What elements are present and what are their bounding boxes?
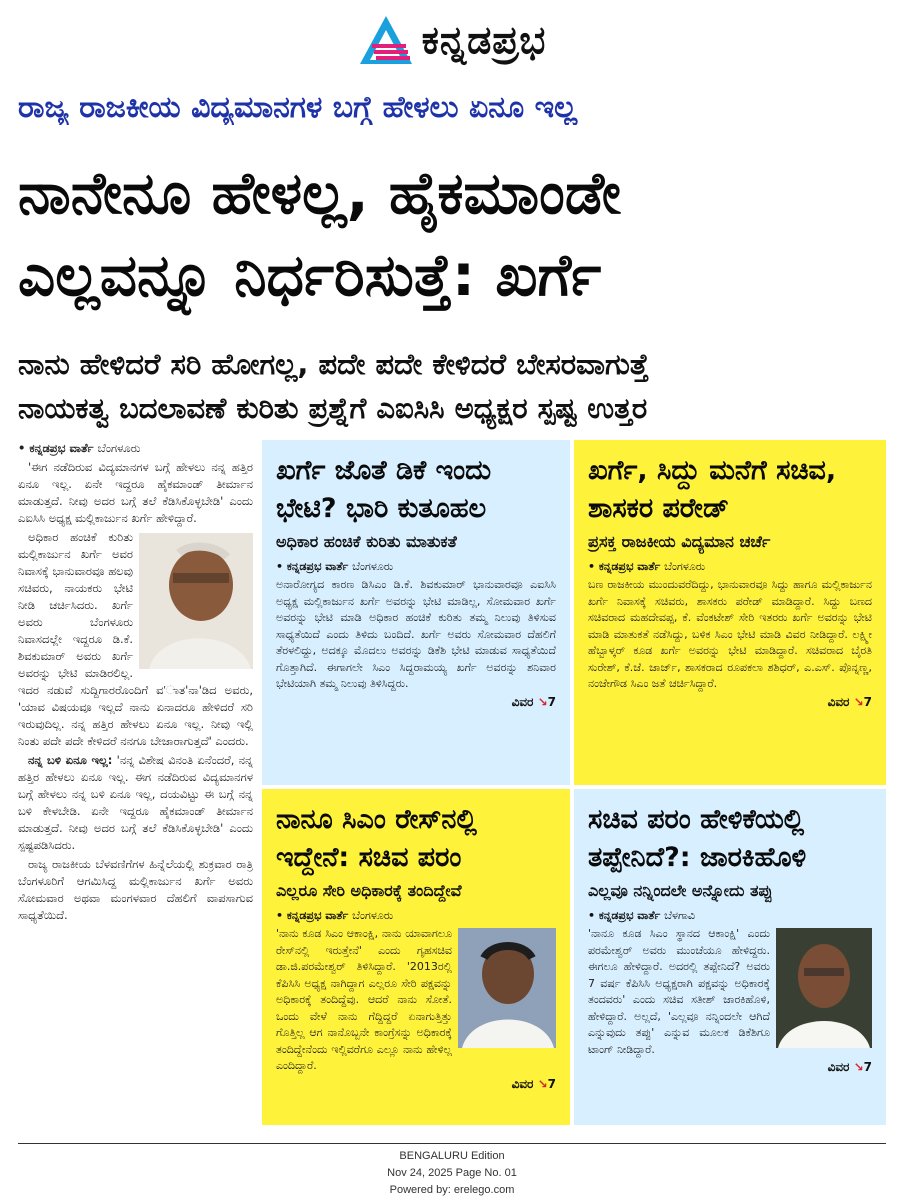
box-title: ನಾನೂ ಸಿಎಂ ರೇಸ್‌ನಲ್ಲಿ ಇದ್ದೇನೆ: ಸಚಿವ ಪರಂ	[276, 804, 477, 873]
box-body: ಬಣ ರಾಜಕೀಯ ಮುಂದುವರೆದಿದ್ದು, ಭಾನುವಾರವೂ ಸಿದ್ದು ಹಾಗೂ ಮಲ್ಲಿಕಾರ್ಜುನ ಖರ್ಗೆ ನಿವಾಸಕ್ಕೆ ಸಚಿವರು, ಶಾಸಕರು ಪರೇಡ್ ಮಾಡಿದ್ದಾರೆ. ಸಿದ್ದು ಬಣದ ಸಚಿವರಾದ ಮಹದೇವಪ್ಪ, ಕೆ. ವೆಂಕಟೇಶ್ ಸೇರಿ ಇತರರು ಖರ್ಗೆ ಅವರನ್ನು ಭೇಟಿ ಮಾಡಿ ಮಾತುಕತೆ ನಡೆಸಿದ್ದು, ಬಳಿಕ ಸಿಎಂ ಭೇಟಿ ಮಾಡಿ ವಿವರ ನೀಡಿದ್ದಾರೆ. ಲಕ್ಷ್ಮೀ ಹೆಬ್ಬಾಳ್ಕರ್ ಕೂಡ ಖರ್ಗೆ ಅವರನ್ನು ಭೇಟಿ ಮಾಡಿದ್ದಾರೆ. ಸಚಿವರಾದ ಬೈರತಿ ಸುರೇಶ್, ಕೆ.ಜೆ. ಜಾರ್ಜ್, ಶಾಸಕರಾದ ರೂಪಕಲಾ ಶಶಿಧರ್, ಎ.ಎಸ್. ಪೊನ್ನಣ್ಣ, ನಂಜೇಗೌಡ ಸಿಎಂ ಜತೆ ಚರ್ಚಿಸಿದ್ದಾರೆ.	[588, 578, 872, 690]
box-subtitle: ಅಧಿಕಾರ ಹಂಚಿಕೆ ಕುರಿತು ಮಾತುಕತೆ	[276, 532, 457, 551]
arrow-icon: ↘	[537, 694, 548, 709]
footer-powered[interactable]: Powered by: erelego.com	[389, 1184, 515, 1196]
box-title: ಖರ್ಗೆ ಜೊತೆ ಡಿಕೆ ಇಂದು ಭೇಟಿ? ಭಾರಿ ಕುತೂಹಲ	[276, 455, 492, 524]
box-byline: • ಕನ್ನಡಪ್ರಭ ವಾರ್ತೆ ಬೆಂಗಳೂರು	[276, 560, 394, 573]
lead-paragraph: 'ಈಗ ನಡೆದಿರುವ ವಿದ್ಯಮಾನಗಳ ಬಗ್ಗೆ ಹೇಳಲು ನನ್ನ ಹತ್ತಿರ ಏನೂ ಇಲ್ಲ. ಏನೇ ಇದ್ದರೂ ಹೈಕಮಾಂಡ್ ತೀರ್ಮಾನ ಮಾಡುತ್ತದೆ. ನೀವು ಅದರ ಬಗ್ಗೆ ತಲೆ ಕೆಡಿಸಿಕೊಳ್ಳಬೇಡಿ' ಎಂದು ಎಐಸಿಸಿ ಅಧ್ಯಕ್ಷ ಮಲ್ಲಿಕಾರ್ಜುನ ಖರ್ಗೆ ಹೇಳಿದ್ದಾರೆ.	[18, 460, 253, 525]
headline-line-1: ನಾನೇನೂ ಹೇಳಲ್ಲ, ಹೈಕಮಾಂಡೇ	[18, 159, 621, 227]
arrow-icon: ↘	[537, 1076, 548, 1091]
lead-paragraph: ಅಧಿಕಾರ ಹಂಚಿಕೆ ಕುರಿತು ಮಲ್ಲಿಕಾರ್ಜುನ ಖರ್ಗೆ ಅವರ ನಿವಾಸಕ್ಕೆ ಭಾನುವಾರವೂ ಹಲವು ಸಚಿವರು, ನಾಯಕರು ಭೇಟಿ ನೀಡಿ ಚರ್ಚಿಸಿದರು. ಖರ್ಗೆ ಅವರು ಬೆಂಗಳೂರು ನಿವಾಸದಲ್ಲೇ ಇದ್ದರೂ ಡಿ.ಕೆ. ಶಿವಕುಮಾರ್ ಅವರು ಖರ್ಗೆ ಅವರನ್ನು ಭೇಟಿ ಮಾಡಿರಲಿಲ್ಲ. ಇದರ ನಡುವೆ ಸುದ್ದಿಗಾರರೊಂದಿಗೆ ವ'ಾತ'ನಾ'ಡಿದ ಅವರು, 'ಯಾವ ವಿಷಯವೂ ಇಲ್ಲದೆ ನಾನು ಏನಾದರೂ ಹೇಳಿದರೆ ಸರಿ ಇರುವುದಿಲ್ಲ. ನನ್ನ ಹತ್ತಿರ ಹೇಳಲು ಏನೂ ಇಲ್ಲ. ನೀವು ಇಲ್ಲಿ ನಿಂತು ಪದೇ ಪದೇ ಕೇಳಿದರೆ ನನಗೂ ಬೇಜಾರಾಗುತ್ತದೆ' ಎಂದರು.	[18, 529, 253, 750]
lead-byline: • ಕನ್ನಡಪ್ರಭ ವಾರ್ತೆ ಬೆಂಗಳೂರು	[18, 441, 141, 455]
box-title: ಖರ್ಗೆ, ಸಿದ್ದು ಮನೆಗೆ ಸಚಿವ, ಶಾಸಕರ ಪರೇಡ್	[588, 455, 837, 524]
headline-line-2: ಎಲ್ಲವನ್ನೂ ನಿರ್ಧರಿಸುತ್ತೆ: ಖರ್ಗೆ	[18, 241, 602, 309]
kicker: ರಾಜ್ಯ ರಾಜಕೀಯ ವಿದ್ಯಮಾನಗಳ ಬಗ್ಗೆ ಹೇಳಲು ಏನೂ ಇಲ್ಲ	[18, 90, 578, 125]
lead-paragraph: ರಾಜ್ಯ ರಾಜಕೀಯ ಬೆಳವಣಿಗೆಗಳ ಹಿನ್ನೆಲೆಯಲ್ಲಿ ಶುಕ್ರವಾರ ರಾತ್ರಿ ಬೆಂಗಳೂರಿಗೆ ಆಗಮಿಸಿದ್ದ ಮಲ್ಲಿಕಾರ್ಜುನ ಖರ್ಗೆ ಅವರು ಸೋಮವಾರ ಅಥವಾ ಮಂಗಳವಾರ ದೆಹಲಿಗೆ ವಾಪಸಾಗುವ ಸಾಧ್ಯತೆಯಿದೆ.	[18, 857, 253, 922]
headline	[18, 152, 886, 316]
lead-subhead: ನನ್ನ ಬಳಿ ಏನೂ ಇಲ್ಲ:	[28, 753, 113, 767]
arrow-icon: ↘	[853, 1060, 864, 1074]
box-subtitle: ಪ್ರಸಕ್ತ ರಾಜಕೀಯ ವಿದ್ಯಮಾನ ಚರ್ಚೆ	[588, 532, 771, 551]
jarkiholi-photo	[776, 928, 872, 1048]
subhead-line-2: ನಾಯಕತ್ವ ಬದಲಾವಣೆ ಕುರಿತು ಪ್ರಶ್ನೆಗೆ ಎಐಸಿಸಿ ಅಧ್ಯಕ್ಷರ ಸ್ಪಷ್ಟ ಉತ್ತರ	[18, 391, 648, 425]
story-box-jarkiholi	[574, 789, 886, 1125]
continued-link[interactable]: ವಿವರ ↘7	[827, 1060, 872, 1074]
lead-story	[18, 440, 253, 1140]
lead-city: ಬೆಂಗಳೂರು	[97, 441, 141, 455]
continued-link[interactable]: ವಿವರ ↘7	[511, 694, 556, 709]
arrow-icon: ↘	[853, 694, 864, 709]
parameshwara-photo	[458, 928, 556, 1048]
story-box-dk-meeting	[262, 440, 570, 785]
logo-icon	[358, 14, 414, 66]
continued-link[interactable]: ವಿವರ ↘7	[511, 1076, 556, 1091]
box-byline: • ಕನ್ನಡಪ್ರಭ ವಾರ್ತೆ ಬೆಂಗಳೂರು	[276, 909, 394, 922]
subhead	[18, 342, 886, 430]
kharge-photo	[139, 533, 253, 669]
box-subtitle: ಎಲ್ಲರೂ ಸೇರಿ ಅಧಿಕಾರಕ್ಕೆ ತಂದಿದ್ದೇವೆ	[276, 881, 462, 900]
box-byline: • ಕನ್ನಡಪ್ರಭ ವಾರ್ತೆ ಬೆಂಗಳೂರು	[588, 560, 706, 573]
story-box-parade	[574, 440, 886, 785]
footer	[0, 1148, 904, 1199]
box-body: 'ನಾನೂ ಕೂಡ ಸಿಎಂ ಸ್ಥಾನದ ಆಕಾಂಕ್ಷಿ' ಎಂದು ಪರಮೇಶ್ವರ್ ಅವರು ಮುಂಚೆಯೂ ಹೇಳಿದ್ದರು. ಈಗಲೂ ಹೇಳಿದ್ದಾರೆ. ಅದರಲ್ಲಿ ತಪ್ಪೇನಿದೆ? ಅವರು 7 ವರ್ಷ ಕೆಪಿಸಿಸಿ ಅಧ್ಯಕ್ಷರಾಗಿ ಪಕ್ಷವನ್ನು ಅಧಿಕಾರಕ್ಕೆ ತಂದವರು' ಎಂದು ಸಚಿವ ಸತೀಶ್ ಜಾರಕಿಹೊಳಿ, ಹೇಳಿದ್ದಾರೆ. ಅಲ್ಲದೆ, 'ಎಲ್ಲವೂ ನನ್ನಿಂದಲೇ ಆಗಿದೆ ಎನ್ನುವುದು ತಪ್ಪು' ಎನ್ನುವ ಮೂಲಕ ಡಿಕೆಶಿಗೂ ಟಾಂಗ್ ನೀಡಿದ್ದಾರೆ.	[588, 926, 872, 1058]
footer-date-page: Nov 24, 2025 Page No. 01	[387, 1167, 517, 1179]
masthead-title: ಕನ್ನಡಪ್ರಭ	[421, 17, 547, 62]
box-body: ಅನಾರೋಗ್ಯದ ಕಾರಣ ಡಿಸಿಎಂ ಡಿ.ಕೆ. ಶಿವಕುಮಾರ್ ಭಾನುವಾರವೂ ಎಐಸಿಸಿ ಅಧ್ಯಕ್ಷ ಮಲ್ಲಿಕಾರ್ಜುನ ಖರ್ಗೆ ಅವರನ್ನು ಭೇಟಿ ಮಾಡಿಲ್ಲ, ಸೋಮವಾರ ಖರ್ಗೆ ಅವರನ್ನು ಭೇಟಿ ಮಾಡಿ ಅಧಿಕಾರ ಹಂಚಿಕೆ ಕುರಿತು ತಮ್ಮ ನಿಲುವು ತಿಳಿಸುವ ಸಾಧ್ಯತೆಯಿದೆ ಎಂದು ತಿಳಿದು ಬಂದಿದೆ. ಖರ್ಗೆ ಅವರು ಸೋಮವಾರ ದೆಹಲಿಗೆ ತೆರಳಲಿದ್ದು, ಅದಕ್ಕೂ ಮೊದಲು ಅವರನ್ನು ಡಿಕೆಶಿ ಭೇಟಿ ಮಾಡುವ ಸಾಧ್ಯತೆಯಿದೆ ಗೊತ್ತಾಗಿದೆ. ಈಗಾಗಲೇ ಸಿಎಂ ಸಿದ್ದರಾಮಯ್ಯ ಖರ್ಗೆ ಅವರನ್ನು ಶನಿವಾರ ಭೇಟಿಯಾಗಿ ತಮ್ಮ ನಿಲುವು ತಿಳಿಸಿದ್ದರು.	[276, 578, 556, 690]
footer-edition: BENGALURU Edition	[399, 1150, 505, 1162]
footer-divider	[18, 1143, 886, 1144]
box-title: ಸಚಿವ ಪರಂ ಹೇಳಿಕೆಯಲ್ಲಿ ತಪ್ಪೇನಿದೆ?: ಜಾರಕಿಹೊಳಿ	[588, 804, 807, 873]
subhead-line-1: ನಾನು ಹೇಳಿದರೆ ಸರಿ ಹೋಗಲ್ಲ, ಪದೇ ಪದೇ ಕೇಳಿದರೆ ಬೇಸರವಾಗುತ್ತೆ	[18, 347, 649, 381]
continued-link[interactable]: ವಿವರ ↘7	[827, 694, 872, 709]
box-body: 'ನಾನು ಕೂಡ ಸಿಎಂ ಆಕಾಂಕ್ಷಿ, ನಾನು ಯಾವಾಗಲೂ ರೇಸ್‌ನಲ್ಲಿ ಇರುತ್ತೇನೆ' ಎಂದು ಗೃಹಸಚಿವ ಡಾ.ಜಿ.ಪರಮೇಶ್ವರ್ ತಿಳಿಸಿದ್ದಾರೆ. '2013ರಲ್ಲಿ ಕೆಪಿಸಿಸಿ ಅಧ್ಯಕ್ಷ ನಾಗಿದ್ದಾಗ ಎಲ್ಲರೂ ಸೇರಿ ಪಕ್ಷವನ್ನು ಅಧಿಕಾರಕ್ಕೆ ತಂದಿದ್ದೆವು. ಆದರೆ ನಾನು ಸೋತೆ. ಒಂದು ವೇಳೆ ನಾನು ಗೆದ್ದಿದ್ದರೆ ಏನಾಗುತ್ತಿತ್ತು ಗೊತ್ತಿಲ್ಲ ಆಗ ನಾನೊಬ್ಬನೇ ಕಾಂಗ್ರೆಸನ್ನು ಅಧಿಕಾರಕ್ಕೆ ತಂದಿದ್ದೇನೆಂದು ಇಲ್ಲಿವರೆಗೂ ಎಲ್ಲೂ ನಾನು ಹೇಳಿಲ್ಲ ಎಂದಿದ್ದಾರೆ.	[276, 926, 556, 1075]
box-subtitle: ಎಲ್ಲವೂ ನನ್ನಿಂದಲೇ ಅನ್ನೋದು ತಪ್ಪು	[588, 881, 773, 900]
box-byline: • ಕನ್ನಡಪ್ರಭ ವಾರ್ತೆ ಬೆಳಗಾವಿ	[588, 909, 695, 922]
story-box-parameshwara	[262, 789, 570, 1125]
lead-paragraph: ನನ್ನ ಬಳಿ ಏನೂ ಇಲ್ಲ: 'ನನ್ನ ವಿಶೇಷ ವಿನಂತಿ ಏನೆಂದರೆ, ನನ್ನ ಹತ್ತಿರ ಹೇಳಲು ಏನೂ ಇಲ್ಲ. ಈಗ ನಡೆದಿರುವ ವಿದ್ಯಮಾನಗಳ ಬಗ್ಗೆ ಹೇಳಲು ನನ್ನ ಬಳಿ ಏನೂ ಇಲ್ಲ, ದಯವಿಟ್ಟು ಈ ಬಗ್ಗೆ ನನ್ನ ಬಳಿ ಕೇಳಬೇಡಿ. ಏನೇ ಇದ್ದರೂ ಹೈಕಮಾಂಡ್ ತೀರ್ಮಾನ ಮಾಡುತ್ತದೆ. ನೀವು ಅದರ ಬಗ್ಗೆ ತಲೆ ಕೆಡಿಸಿಕೊಳ್ಳಬೇಡಿ' ಎಂದು ಸ್ಪಷ್ಟಪಡಿಸಿದರು.	[18, 753, 253, 852]
masthead	[0, 0, 904, 80]
